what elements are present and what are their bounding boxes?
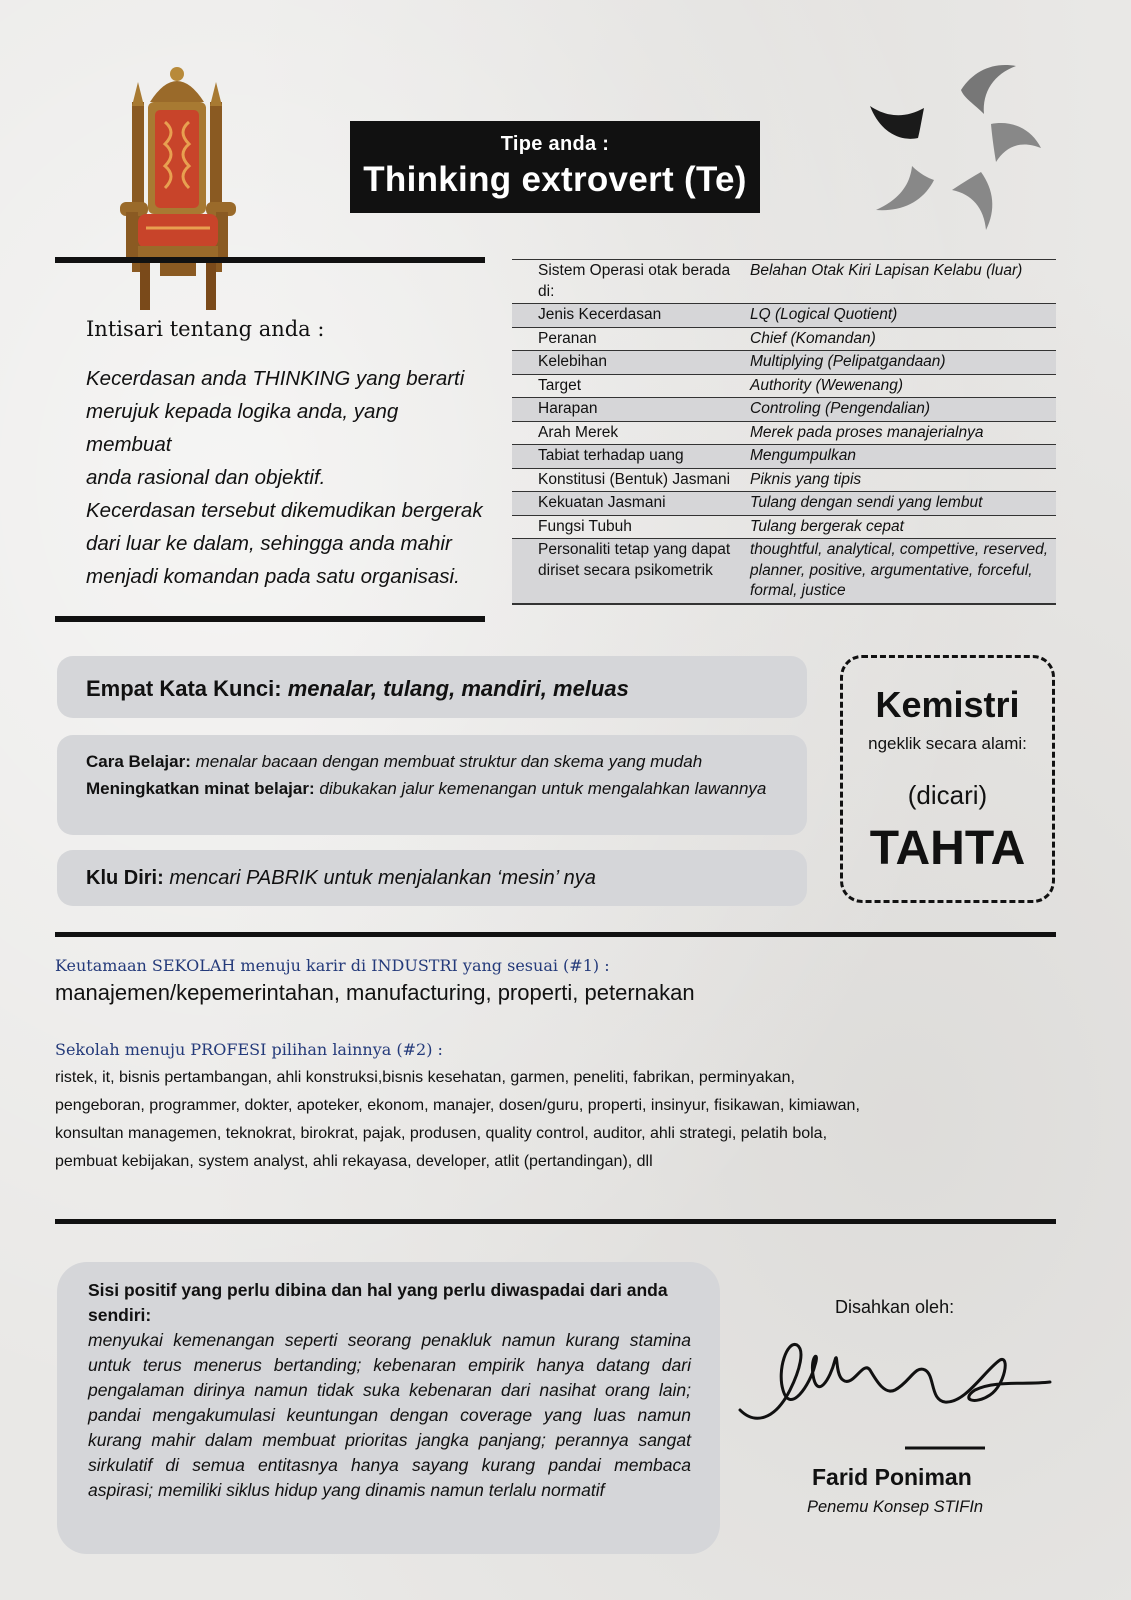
table-row	[512, 421, 1056, 445]
profesi-heading: Sekolah menuju PROFESI pilihan lainnya (#2) :	[55, 1040, 443, 1059]
row-value: Tulang bergerak cepat	[750, 517, 904, 535]
table-row	[512, 445, 1056, 469]
kata-kunci-value: menalar, tulang, mandiri, meluas	[287, 676, 629, 701]
signer-name: Farid Poniman	[812, 1464, 972, 1490]
left-bottom-rule	[55, 616, 485, 622]
left-top-rule	[55, 257, 485, 263]
table-row	[512, 351, 1056, 375]
industri-heading: Keutamaan SEKOLAH menuju karir di INDUSTRI yang sesuai (#1) :	[55, 956, 610, 975]
profesi-value: ristek, it, bisnis pertambangan, ahli konstruksi,bisnis kesehatan, garmen, peneliti, fabrikan, perminyakan, pengeboran, programmer, dokter, apoteker, ekonom, manajer, dosen/guru, properti, insinyur, fisikawan, kimiawan, konsultan managemen, teknokrat, birokrat, pajak, produsen, quality control, auditor, ahli strategi, pelatih bola, pembuat kebijakan, system analyst, ahli rekayasa, developer, atlit (pertandingan), dll	[55, 1069, 860, 1170]
table-row	[512, 492, 1056, 516]
type-title-box	[350, 121, 760, 213]
kemistri-box	[840, 655, 1055, 903]
cara-belajar-value: menalar bacaan dengan membuat struktur dan skema yang mudah	[195, 752, 703, 771]
intisari-title: Intisari tentang anda :	[86, 317, 325, 341]
row-value: Piknis yang tipis	[750, 470, 862, 488]
table-row	[512, 304, 1056, 328]
stifin-swirl-logo	[866, 62, 1046, 232]
sisi-positif-title: Sisi positif yang perlu dibina dan hal yang perlu diwaspadai dari anda sendiri:	[88, 1280, 668, 1325]
intisari-line: Kecerdasan anda THINKING yang berarti	[86, 367, 465, 390]
minat-belajar-label: Meningkatkan minat belajar:	[86, 779, 315, 798]
row-value: Controling (Pengendalian)	[750, 400, 931, 417]
row-label: Kekuatan Jasmani	[538, 494, 666, 511]
type-value: Thinking extrovert (Te)	[363, 160, 747, 199]
table-row	[512, 260, 1056, 304]
kemistri-title: Kemistri	[875, 684, 1020, 725]
klu-diri-value: mencari PABRIK untuk menjalankan ‘mesin’ nya	[169, 867, 596, 889]
row-label: Target	[538, 376, 582, 394]
row-value: Chief (Komandan)	[750, 329, 876, 347]
section-rule	[55, 1219, 1056, 1224]
handwritten-signature	[735, 1330, 1055, 1450]
klu-diri-label: Klu Diri:	[86, 867, 164, 889]
intisari-line: menjadi komandan pada satu organisasi.	[86, 565, 460, 588]
kemistri-dicari: (dicari)	[907, 780, 988, 810]
kata-kunci-text	[86, 676, 629, 702]
section-rule	[55, 932, 1056, 937]
kemistri-tahta: TAHTA	[869, 822, 1026, 875]
intisari-line: anda rasional dan objektif.	[86, 466, 326, 489]
kata-kunci-label: Empat Kata Kunci:	[86, 676, 282, 701]
table-row	[512, 398, 1056, 422]
row-value: thoughtful, analytical, compettive, reserved, planner, positive, argumentative, forceful, formal, justice	[750, 541, 1049, 599]
table-row	[512, 374, 1056, 398]
disahkan-label: Disahkan oleh:	[835, 1297, 955, 1317]
cara-belajar-label: Cara Belajar:	[86, 752, 191, 771]
industri-value: manajemen/kepemerintahan, manufacturing, properti, peternakan	[55, 980, 695, 1005]
row-label: Fungsi Tubuh	[538, 517, 632, 535]
intisari-line: Kecerdasan tersebut dikemudikan bergerak	[86, 499, 483, 522]
minat-belajar-value: dibukakan jalur kemenangan untuk mengalahkan lawannya	[319, 779, 767, 798]
row-value: Merek pada proses manajerialnya	[750, 423, 984, 441]
row-label: Personaliti tetap yang dapat diriset secara psikometrik	[538, 541, 731, 579]
profile-table	[512, 259, 1056, 605]
row-label: Jenis Kecerdasan	[538, 306, 662, 323]
kemistri-subtitle: ngeklik secara alami:	[868, 734, 1027, 753]
table-row	[512, 539, 1056, 604]
throne-chair-image	[120, 62, 260, 314]
type-label: Tipe anda :	[500, 133, 610, 155]
row-value: Tulang dengan sendi yang lembut	[750, 494, 983, 511]
row-value: LQ (Logical Quotient)	[750, 306, 898, 323]
sisi-positif-text: menyukai kemenangan seperti seorang penakluk namun kurang stamina untuk terus menerus bertanding; kebenaran empirik hanya datang dari pengalaman dirinya namun tidak suka kebenaran dari nasihat orang lain; pandai mengakumulasi keuntungan dengan coverage yang luas namun kurang mahir dalam membuat prioritas jangka panjang; perannya sangat sirkulatif di semua entitasnya hanya sayang kurang pandai membaca aspirasi; memiliki siklus hidup yang dinamis namun terlalu normatif	[88, 1330, 691, 1500]
row-label: Konstitusi (Bentuk) Jasmani	[538, 470, 731, 488]
table-row	[512, 515, 1056, 539]
signer-role: Penemu Konsep STIFIn	[807, 1498, 984, 1516]
row-value: Mengumpulkan	[750, 447, 856, 464]
table-row	[512, 327, 1056, 351]
row-label: Tabiat terhadap uang	[538, 447, 684, 464]
table-row	[512, 468, 1056, 492]
row-value: Authority (Wewenang)	[750, 376, 904, 394]
intisari-text	[86, 362, 486, 593]
intisari-line: dari luar ke dalam, sehingga anda mahir	[86, 532, 452, 555]
intisari-line: merujuk kepada logika anda, yang membuat	[86, 400, 399, 456]
belajar-text	[86, 748, 796, 802]
row-value: Belahan Otak Kiri Lapisan Kelabu (luar)	[750, 262, 1023, 279]
row-label: Harapan	[538, 400, 598, 417]
row-label: Sistem Operasi otak berada di:	[538, 262, 731, 300]
klu-diri-text	[86, 867, 596, 890]
row-label: Kelebihan	[538, 353, 607, 370]
row-value: Multiplying (Pelipatgandaan)	[750, 353, 946, 370]
row-label: Peranan	[538, 329, 597, 347]
row-label: Arah Merek	[538, 423, 619, 441]
